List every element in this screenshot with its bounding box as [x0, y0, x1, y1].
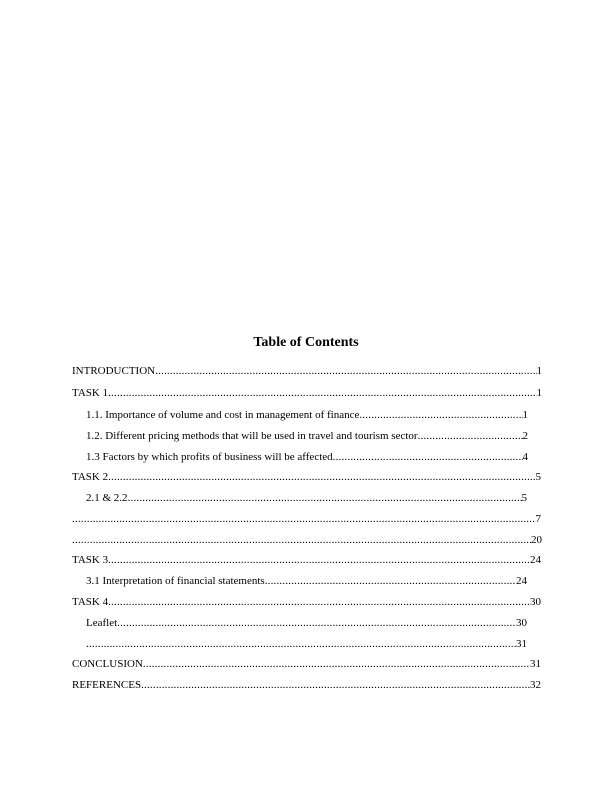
toc-entry-label: 1.2. Different pricing methods that will be used in travel and tourism sector	[86, 430, 418, 442]
toc-entry-label: CONCLUSION	[72, 658, 143, 670]
toc-entry-label: 2.1 & 2.2	[86, 492, 128, 504]
toc-title: Table of Contents	[253, 335, 359, 350]
toc-page-number: 30	[530, 596, 541, 608]
dot-leader	[117, 614, 516, 632]
toc-entry-task-1[interactable]	[72, 384, 542, 402]
toc-entry-leaflet[interactable]	[86, 614, 527, 632]
toc-entry-task-2[interactable]	[72, 468, 541, 486]
dot-leader	[128, 489, 522, 507]
toc-entry-unlabeled-7[interactable]	[72, 510, 541, 528]
toc-entry-task-3[interactable]	[72, 551, 541, 569]
dot-leader	[359, 406, 522, 424]
toc-page-number: 1	[536, 387, 542, 399]
dot-leader	[265, 572, 516, 590]
dot-leader	[418, 427, 523, 445]
toc-entry-references[interactable]	[72, 676, 541, 694]
toc-page-number: 31	[516, 638, 527, 650]
dot-leader	[108, 593, 530, 611]
toc-entry-label: TASK 2	[72, 471, 109, 483]
toc-page-number: 24	[530, 554, 541, 566]
toc-page-number: 30	[516, 617, 527, 629]
toc-page-number: 1	[536, 365, 542, 377]
dot-leader	[108, 468, 535, 486]
toc-page-number: 1	[522, 409, 528, 421]
toc-entry-1-1[interactable]	[86, 406, 528, 424]
toc-entry-label: 3.1 Interpretation of financial statements	[86, 575, 265, 587]
toc-entry-label: TASK 3	[72, 554, 109, 566]
toc-page-number: 4	[522, 451, 528, 463]
toc-page-number: 20	[531, 534, 542, 546]
dot-leader	[72, 531, 531, 549]
toc-page-number: 7	[535, 513, 541, 525]
dot-leader	[86, 635, 516, 653]
toc-entry-label: 1.1. Importance of volume and cost in management of finance	[86, 409, 360, 421]
toc-page-number: 5	[535, 471, 541, 483]
toc-page-number: 31	[530, 658, 541, 670]
toc-entry-conclusion[interactable]	[72, 655, 541, 673]
toc-entry-task-4[interactable]	[72, 593, 541, 611]
toc-page-number: 5	[521, 492, 527, 504]
toc-entry-label: Leaflet	[86, 617, 118, 629]
dot-leader	[141, 676, 530, 694]
toc-entry-label: INTRODUCTION	[72, 365, 156, 377]
toc-page-number: 24	[516, 575, 527, 587]
dot-leader	[108, 551, 530, 569]
toc-entry-label: 1.3 Factors by which profits of business will be affected	[86, 451, 333, 463]
dot-leader	[108, 384, 536, 402]
dot-leader	[72, 510, 536, 528]
toc-entry-1-3[interactable]	[86, 448, 528, 466]
toc-entry-introduction[interactable]	[72, 362, 542, 380]
toc-entry-unlabeled-31[interactable]	[86, 635, 527, 653]
dot-leader	[143, 655, 530, 673]
toc-page-number: 2	[522, 430, 528, 442]
toc-entry-label: TASK 4	[72, 596, 109, 608]
toc-entry-1-2[interactable]	[86, 427, 528, 445]
toc-entry-2-1-2-2[interactable]	[86, 489, 527, 507]
dot-leader	[333, 448, 523, 466]
toc-entry-label: TASK 1	[72, 387, 109, 399]
toc-page-number: 32	[530, 679, 541, 691]
toc-entry-unlabeled-20[interactable]	[72, 531, 542, 549]
dot-leader	[155, 362, 536, 380]
toc-entry-3-1[interactable]	[86, 572, 527, 590]
toc-entry-label: REFERENCES	[72, 679, 142, 691]
